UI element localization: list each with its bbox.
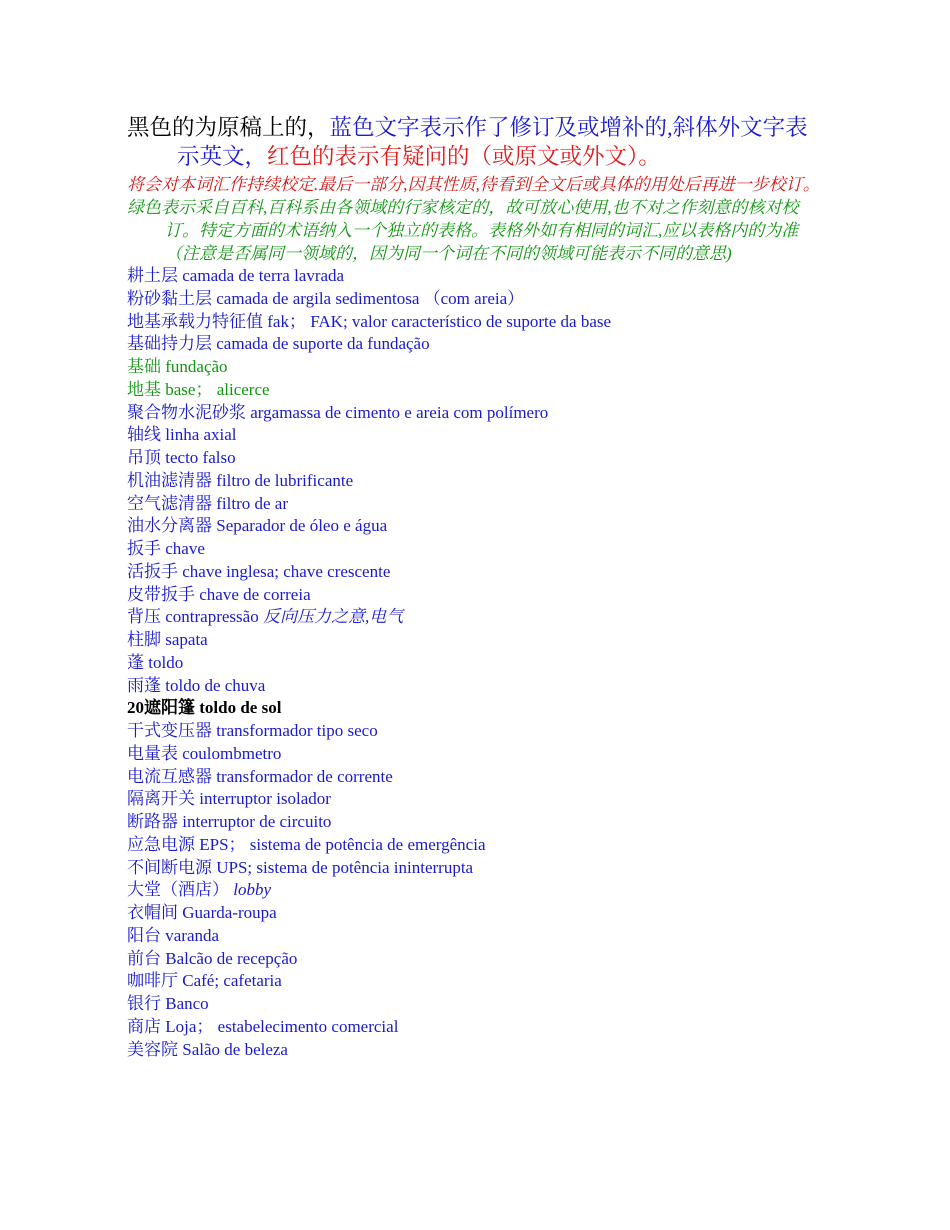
term-en-italic: lobby bbox=[233, 880, 272, 900]
term-pt: tecto falso bbox=[165, 448, 236, 467]
term-pt: transformador tipo seco bbox=[216, 721, 378, 740]
term-pt: camada de suporte da fundação bbox=[216, 334, 430, 354]
glossary-entry bbox=[127, 902, 827, 925]
term-zh: 隔离开关 bbox=[127, 789, 195, 809]
glossary-entry bbox=[127, 857, 827, 880]
term-pt: toldo bbox=[148, 652, 184, 672]
term-pt: interruptor isolador bbox=[199, 789, 331, 809]
term-pt: filtro de lubrificante bbox=[216, 470, 354, 490]
term-pt: toldo de sol bbox=[199, 698, 282, 718]
term-zh: 电量表 bbox=[127, 743, 178, 763]
term-pt: toldo de chuva bbox=[165, 675, 266, 695]
glossary-entry bbox=[127, 515, 827, 538]
term-pt: Café; cafetaria bbox=[182, 971, 282, 991]
term-zh: 大堂（酒店） bbox=[127, 880, 229, 900]
glossary-entry bbox=[127, 288, 827, 311]
term-zh: 地基承载力特征值 bbox=[127, 311, 263, 331]
term-pt: chave bbox=[165, 539, 205, 558]
glossary-entry bbox=[127, 311, 827, 334]
term-zh: 机油滤清器 bbox=[127, 470, 212, 490]
glossary-entry bbox=[127, 834, 827, 857]
term-pt: Salão de beleza bbox=[182, 1039, 288, 1059]
glossary-entry bbox=[127, 697, 827, 720]
note-red-italic: 将会对本词汇作持续校定.最后一部分,因其性质,待看到全文后或具体的用处后再进一步校订。 bbox=[127, 175, 820, 194]
intro-black-text: 黑色的为原稿上的， bbox=[127, 115, 330, 140]
term-pt: argamassa de cimento e areia com polímero bbox=[250, 402, 549, 422]
glossary-entry bbox=[127, 720, 827, 743]
term-pt: Banco bbox=[165, 994, 209, 1013]
term-pt: Balcão de recepção bbox=[165, 948, 298, 968]
term-zh: 不间断电源 bbox=[127, 857, 212, 877]
term-zh: 美容院 bbox=[127, 1039, 178, 1059]
term-pt: sapata bbox=[165, 630, 208, 649]
glossary-entry bbox=[127, 1039, 827, 1062]
term-zh: 应急电源 bbox=[127, 834, 195, 854]
glossary-entry bbox=[127, 788, 827, 811]
term-zh: 空气滤清器 bbox=[127, 493, 212, 513]
term-zh: 扳手 bbox=[127, 539, 161, 558]
term-zh: 活扳手 bbox=[127, 561, 178, 581]
term-pt: transformador de corrente bbox=[216, 766, 393, 786]
term-pt: chave de correia bbox=[199, 584, 311, 604]
term-zh: 干式变压器 bbox=[127, 721, 212, 740]
term-pt: Loja； estabelecimento comercial bbox=[165, 1016, 399, 1036]
glossary-entry bbox=[127, 333, 827, 356]
note-green-italic: 绿色表示采自百科,百科系由各领域的行家核定的，故可放心使用,也不对之作刻意的核对校订。特定方面的术语纳入一个独立的表格。表格外如有相同的词汇,应以表格内的为准（注意是否属同一领域的，因为同一个词在不同的领域可能表示不同的意思) bbox=[127, 198, 799, 263]
glossary-entry bbox=[127, 993, 827, 1016]
glossary-entry bbox=[127, 493, 827, 516]
term-zh: 蓬 bbox=[127, 652, 144, 672]
glossary-entry bbox=[127, 584, 827, 607]
glossary-list bbox=[127, 265, 827, 1061]
glossary-entry bbox=[127, 379, 827, 402]
term-zh: 轴线 bbox=[127, 425, 161, 445]
term-pt: Guarda-roupa bbox=[182, 903, 277, 922]
term-zh: 电流互感器 bbox=[127, 766, 212, 786]
term-zh: 耕土层 bbox=[127, 266, 178, 285]
term-pt: chave inglesa; chave crescente bbox=[182, 561, 391, 581]
term-pt: UPS; sistema de potência ininterrupta bbox=[216, 857, 474, 877]
term-zh: 前台 bbox=[127, 948, 161, 968]
glossary-entry bbox=[127, 356, 827, 379]
term-pt: contrapressão bbox=[165, 607, 259, 627]
glossary-entry bbox=[127, 265, 827, 288]
term-zh: 柱脚 bbox=[127, 630, 161, 649]
term-pt: Separador de óleo e água bbox=[216, 516, 388, 536]
glossary-entry bbox=[127, 925, 827, 948]
term-zh: 基础持力层 bbox=[127, 334, 212, 354]
glossary-entry bbox=[127, 948, 827, 971]
glossary-entry bbox=[127, 538, 827, 561]
glossary-entry bbox=[127, 766, 827, 789]
glossary-entry bbox=[127, 470, 827, 493]
term-zh: 20遮阳篷 bbox=[127, 698, 195, 718]
term-zh: 衣帽间 bbox=[127, 903, 178, 922]
term-pt: varanda bbox=[165, 925, 220, 945]
term-note-italic: 反向压力之意,电气 bbox=[262, 607, 404, 627]
term-zh: 皮带扳手 bbox=[127, 584, 195, 604]
term-zh: 背压 bbox=[127, 607, 161, 627]
term-zh: 粉砂黏土层 bbox=[127, 288, 212, 308]
glossary-entry bbox=[127, 1016, 827, 1039]
term-zh: 商店 bbox=[127, 1016, 161, 1036]
term-pt: fak； FAK; valor característico de suporte da base bbox=[267, 311, 612, 331]
term-zh: 断路器 bbox=[127, 812, 178, 831]
glossary-entry bbox=[127, 652, 827, 675]
intro-blue-text: 蓝色文字表示作了修订及或增补的,斜体外文字表示英文， bbox=[177, 115, 808, 169]
glossary-entry bbox=[127, 675, 827, 698]
term-zh: 吊顶 bbox=[127, 448, 161, 467]
term-zh: 地基 bbox=[127, 379, 161, 399]
intro-red-text: 红色的表示有疑问的（或原文或外文）。 bbox=[267, 144, 661, 169]
glossary-entry bbox=[127, 743, 827, 766]
term-zh: 雨蓬 bbox=[127, 675, 161, 695]
term-zh: 聚合物水泥砂浆 bbox=[127, 402, 246, 422]
glossary-entry bbox=[127, 811, 827, 834]
term-pt: base； alicerce bbox=[165, 379, 270, 399]
term-pt: fundação bbox=[165, 357, 228, 376]
glossary-entry bbox=[127, 879, 827, 902]
glossary-entry bbox=[127, 424, 827, 447]
document-page bbox=[127, 113, 827, 1061]
term-pt: filtro de ar bbox=[216, 493, 288, 513]
term-pt: interruptor de circuito bbox=[182, 812, 332, 831]
intro-paragraph bbox=[127, 113, 827, 171]
term-zh: 油水分离器 bbox=[127, 516, 212, 536]
glossary-entry bbox=[127, 447, 827, 470]
term-pt: EPS； sistema de potência de emergência bbox=[199, 834, 486, 854]
term-zh: 银行 bbox=[127, 994, 161, 1013]
term-zh: 阳台 bbox=[127, 925, 161, 945]
term-pt: coulombmetro bbox=[182, 743, 282, 763]
glossary-entry bbox=[127, 402, 827, 425]
term-zh: 基础 bbox=[127, 357, 161, 376]
glossary-entry bbox=[127, 970, 827, 993]
term-pt: camada de terra lavrada bbox=[182, 266, 345, 285]
glossary-entry bbox=[127, 561, 827, 584]
glossary-entry bbox=[127, 606, 827, 629]
term-zh: 咖啡厅 bbox=[127, 971, 178, 991]
term-pt: linha axial bbox=[165, 425, 237, 445]
glossary-entry bbox=[127, 629, 827, 652]
term-pt: camada de argila sedimentosa （com areia） bbox=[216, 288, 525, 308]
